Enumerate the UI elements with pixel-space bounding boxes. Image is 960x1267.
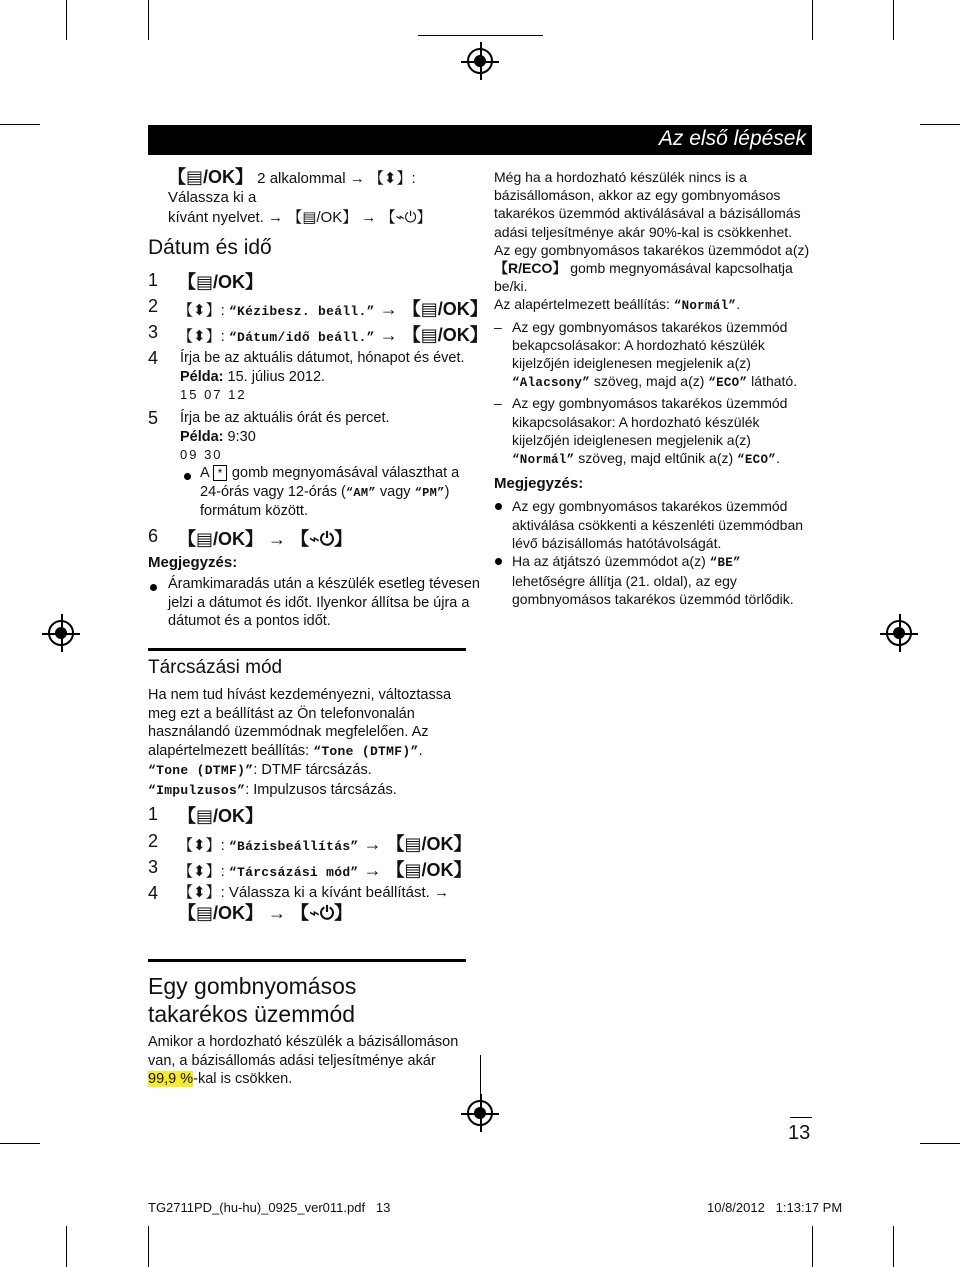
eco-text: -kal is csökken. [193,1071,293,1087]
on-label: “BE” [709,556,741,571]
date-step6: 【▤/OK】 → 【⌁⏻】 [178,529,353,549]
am-label: “AM” [345,485,376,500]
note-line: lehetőségre állítja (21. oldal), az egy [512,573,737,590]
dash-item-text: Az egy gombnyomásos takarékos üzemmód [512,395,788,412]
language-line2: kívánt nyelvet. → 【▤/OK】 → 【⌁⏻】 [168,209,432,226]
bullet-text: ) [444,483,450,500]
menu-ok-key: 【▤/OK】 [168,167,254,187]
note-line: jelzi a dátumot és időt. Ilyenkor állítsa be újra a [168,594,470,611]
crop-mark [480,1055,481,1115]
dial-description [148,686,468,800]
eco-title-line: takarékos üzemmód [148,1001,356,1027]
normal-label: “Normál” [512,453,575,468]
dial-section-title: Tárcsázási mód [148,657,283,678]
menu-ok-key: → 【▤/OK】 [358,834,472,854]
crop-mark [0,124,40,125]
eco-text: Amikor a hordozható készülék a bázisállomáson [148,1034,459,1050]
language-instructions [168,168,468,228]
date-time-menu: “Dátum/idő beáll.” [228,330,375,345]
dial-step4-line: 【⬍】: Válassza ki a kívánt beállítást. → [178,884,450,901]
r-eco-key: 【R/ECO】 [494,260,567,277]
dial-text: meg ezt a beállítást az Ön telefonvonalán [148,705,415,722]
crop-mark [418,35,543,36]
example-label: Példa: [180,368,224,385]
bullet-text: formátum között. [200,503,308,519]
footer-timestamp: 10/8/2012 1:13:17 PM [707,1200,843,1215]
dash-item-text: látható. [747,373,798,390]
eco-label: “ECO” [737,453,777,468]
crop-mark [920,1143,960,1144]
pm-label: “PM” [414,485,445,500]
eco-section-title [148,972,356,1028]
right-column: Még ha a hordozható készülék nincs is a bázisállomáson, akkor az egy gombnyomásos takarékos üzemmód aktiválásával a bázisállomás adási teljesítménye akár 90%-kal is csökkenhet. Az egy gombnyomásos takarékos üzemmódot a(z) 【R/ECO】 gomb megnyomásával kapcsolhatja be/ki. Az alapértelmezett beállítás: “Normál”. – Az egy gombnyomásos takarékos üzemmód bekapcsolásakor: A hordozható készülék kijelzőjén ideiglenesen megjelenik a(z) “Alacsony” szöveg, majd a(z) “ECO” látható. – Az egy gombnyomásos takarékos üzemmód kikapcsolásakor: A hordozható készülék kijelzőjén ideiglenesen megjelenik a(z) “Normál” szöveg, majd eltűnik a(z) “ECO”. Megjegyzés: Az egy gombnyomásos takarékos üzemmód aktiválása csökkenti a készenléti üzemmódban lévő bázisállomás hatótávolságát. Ha az átjátszó üzemmódot a(z) “BE” lehetőségre állítja (21. oldal), az egy gombnyomásos takarékos üzemmód törlődik. [494,168,814,609]
nav-key: 【⬍】: [178,328,229,345]
menu-ok-key: → 【▤/OK】 [374,299,488,319]
crop-mark [66,1226,67,1267]
date-step4-text: Írja be az aktuális dátumot, hónapot és évet. [180,350,465,366]
dial-step1: 【▤/OK】 [178,806,264,826]
crop-mark [893,0,894,40]
language-line1: 2 alkalommal → 【⬍】: Válassza ki a [168,170,416,206]
date-step1: 【▤/OK】 [178,272,264,292]
eco-text: gomb megnyomásával kapcsolhatja be/ki. [494,260,793,295]
dash-item-text: bekapcsolásakor: A hordozható készülék [512,336,765,353]
star-key-icon: * [213,465,227,481]
crop-mark [893,1226,894,1267]
eco-text: Az alapértelmezett beállítás: [494,296,674,313]
dial-mode-menu: “Tárcsázási mód” [228,865,359,880]
dash-item-text: . [776,450,780,467]
dial-text: alapértelmezett beállítás: [148,742,314,759]
bullet-icon [150,584,157,591]
note-line: Ha az átjátszó üzemmódot a(z) [512,553,710,570]
handset-settings-menu: “Kézibesz. beáll.” [228,304,375,319]
crop-mark [920,124,960,125]
section-divider [148,648,466,651]
bullet-text: vagy [375,483,415,500]
example-label: Példa: [180,428,224,445]
date-keys: 15 07 12 [180,387,247,402]
crop-mark [0,1143,40,1144]
note-label: Megjegyzés: [148,554,238,571]
crop-mark [66,0,67,40]
dial-text: . [418,742,423,759]
crop-mark [812,0,813,40]
crop-mark [812,1226,813,1267]
eco-description [148,1033,468,1089]
date-section-title: Dátum és idő [148,236,272,259]
dash-item-text: kijelzőjén ideiglenesen megjelenik a(z) [512,355,751,372]
dial-text: : DTMF tárcsázás. [253,762,372,778]
section-header-bar [148,125,812,155]
eco-text: . [736,296,741,313]
note-line: Áramkimaradás után a készülék esetleg tévesen [168,576,480,592]
dash-item-text: szöveg, majd eltűnik a(z) [574,450,738,467]
note-line: gombnyomásos takarékos üzemmód törlődik. [512,591,794,608]
nav-key: 【⬍】: [178,302,229,319]
date-example: 15. július 2012. [223,368,326,385]
eco-title-line: Egy gombnyomásos [148,973,357,999]
pulse-option: “Impulzusos” [148,782,246,798]
bullet-icon [495,558,502,565]
bullet-icon [184,473,191,480]
date-step5-text: Írja be az aktuális órát és percet. [180,410,390,426]
eco-text: Még ha a hordozható készülék nincs is a [494,169,747,185]
highlighted-value: 99,9 % [148,1071,194,1087]
dial-text: használandó üzemmódnak megfelelően. Az [148,724,429,740]
menu-ok-key: → 【▤/OK】 [374,325,488,345]
eco-label: “ECO” [708,376,748,391]
bullet-icon [495,503,502,510]
footer-filename: TG2711PD_(hu-hu)_0925_ver011.pdf 13 [148,1200,391,1215]
bullet-text: 24-órás vagy 12-órás ( [200,483,346,500]
dash-item-text: kijelzőjén ideiglenesen megjelenik a(z) [512,431,751,448]
dash-item-text: kikapcsolásakor: A hordozható készülék [512,413,760,430]
registration-mark-icon [48,620,74,646]
time-keys: 09 30 [180,447,223,462]
tone-option: “Tone (DTMF)” [148,763,254,778]
dash-item-text: szöveg, majd a(z) [590,373,709,390]
note-line: lévő bázisállomás hatótávolságát. [512,534,722,551]
crop-mark [148,1226,149,1267]
section-divider [148,959,466,962]
section-header-title: Az első lépések [658,127,806,150]
nav-key: 【⬍】: [178,837,229,854]
base-settings-menu: “Bázisbeállítás” [228,839,359,854]
dial-text: : Impulzusos tárcsázás. [245,781,397,798]
bullet-text: A [200,465,213,481]
page-number: 13 [788,1122,811,1144]
dash-item-text: Az egy gombnyomásos takarékos üzemmód [512,318,788,335]
low-label: “Alacsony” [512,376,591,391]
crop-mark [148,0,149,40]
nav-key: 【⬍】: [178,863,229,880]
note-line: Az egy gombnyomásos takarékos üzemmód [512,498,788,515]
eco-text: takarékos üzemmód aktiválásával a bázisállomás [494,205,801,222]
note-line: dátumot és a pontos időt. [168,613,331,629]
tone-option: “Tone (DTMF)” [313,743,419,759]
registration-mark-icon [886,620,912,646]
eco-text: adási teljesítménye akár 90%-kal is csökkenhet. [494,223,793,240]
page-number-rule [790,1117,812,1118]
note-line: aktiválása csökkenti a készenléti üzemmódban [512,516,804,533]
eco-text: bázisállomáson, akkor az egy gombnyomásos [494,187,781,204]
menu-ok-key: → 【▤/OK】 [358,860,472,880]
note-label: Megjegyzés: [494,475,584,493]
dial-text: Ha nem tud hívást kezdeményezni, változtassa [148,687,452,703]
eco-text: Az egy gombnyomásos takarékos üzemmódot a(z) [494,241,810,258]
time-example: 9:30 [223,428,256,445]
eco-text: van, a bázisállomás adási teljesítménye akár [148,1052,436,1069]
bullet-text: gomb megnyomásával választhat a [227,465,460,481]
normal-option: “Normál” [673,299,737,314]
dial-step4-line: 【▤/OK】 → 【⌁⏻】 [178,903,353,923]
registration-mark-icon [467,48,493,74]
